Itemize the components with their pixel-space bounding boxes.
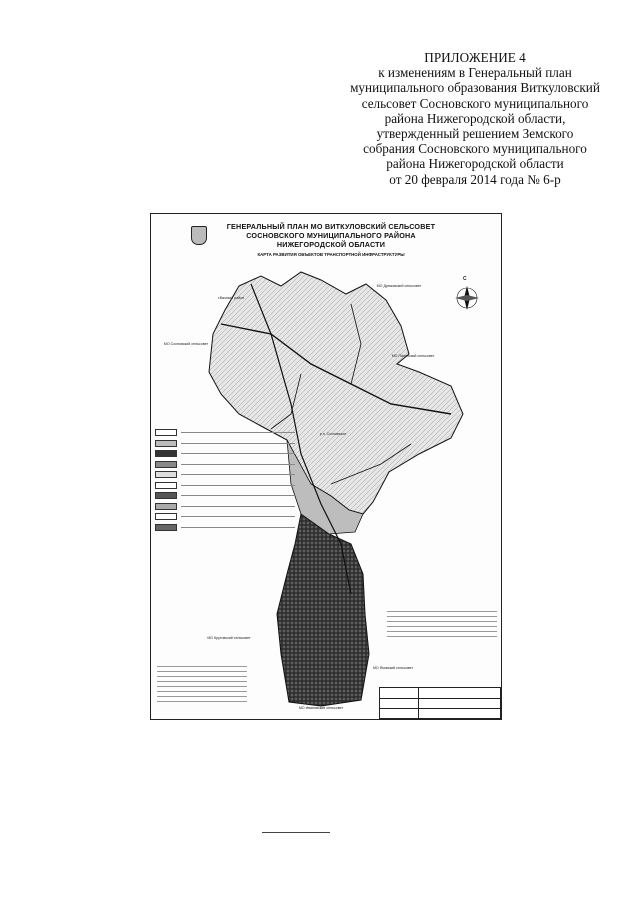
map-subtitle: КАРТА РАЗВИТИЯ ОБЪЕКТОВ ТРАНСПОРТНОЙ ИНФРАСТРУКТУРЫ	[257, 252, 405, 257]
neighbor-label: МО Крутовский сельсовет	[207, 636, 251, 640]
appendix-line: муниципального образования Виткуловский	[350, 80, 600, 96]
legend-row	[155, 429, 295, 436]
legend-swatch	[155, 524, 177, 531]
map-title-line: СОСНОВСКОГО МУНИЦИПАЛЬНОГО РАЙОНА	[246, 231, 416, 240]
appendix-line: района Нижегородской области,	[384, 110, 566, 126]
appendix-line: к изменениям в Генеральный план	[378, 65, 572, 81]
legend-swatch	[155, 429, 177, 436]
legend-swatch	[155, 440, 177, 447]
legend-row	[155, 471, 295, 478]
appendix-line: сельсовет Сосновского муниципального	[361, 95, 589, 111]
legend-row	[155, 492, 295, 499]
legend-row	[155, 482, 295, 489]
legend-swatch	[155, 513, 177, 520]
legend-row	[155, 524, 295, 531]
map-title-line: ГЕНЕРАЛЬНЫЙ ПЛАН МО ВИТКУЛОВСКИЙ СЕЛЬСОВЕТ	[226, 222, 436, 231]
legend-swatch	[155, 503, 177, 510]
legend-right	[387, 609, 497, 641]
legend-swatch	[155, 471, 177, 478]
appendix-line: собрания Сосновского муниципального	[363, 141, 587, 157]
compass-north-label: С	[463, 276, 467, 282]
neighbor-label: МО Яковский сельсовет	[372, 666, 414, 670]
territory-south-forest	[277, 514, 369, 706]
neighbor-label: г.Вачский район	[217, 296, 245, 300]
appendix-header	[330, 50, 620, 187]
legend-left	[155, 429, 295, 534]
signature-line	[262, 832, 330, 833]
legend-row	[155, 450, 295, 457]
neighbor-label: МО Сосновский сельсовет	[163, 342, 209, 346]
legend-swatch	[155, 461, 177, 468]
appendix-date-line: от 20 февраля 2014 года № 6-р	[389, 171, 561, 187]
title-block-stamp	[379, 687, 501, 719]
legend-swatch	[155, 450, 177, 457]
legend-row	[155, 513, 295, 520]
legend-swatch	[155, 492, 177, 499]
legend-row	[155, 503, 295, 510]
map-sheet	[150, 213, 502, 720]
map-title-line: НИЖЕГОРОДСКОЙ ОБЛАСТИ	[276, 240, 386, 249]
appendix-line: утвержденный решением Земского	[376, 126, 574, 142]
legend-list	[157, 664, 247, 706]
neighbor-label: МО Дрюковский сельсовет	[376, 284, 422, 288]
appendix-line: района Нижегородской области	[386, 156, 564, 172]
legend-row	[155, 461, 295, 468]
legend-row	[155, 440, 295, 447]
neighbor-label: МО Ивановский сельсовет	[298, 706, 344, 710]
appendix-title: ПРИЛОЖЕНИЕ 4	[424, 50, 526, 65]
neighbor-label: МО Панинский сельсовет	[391, 354, 435, 358]
compass-rose-icon	[455, 286, 479, 310]
settlement-label: р.п. Сосновское	[319, 432, 347, 436]
legend-swatch	[155, 482, 177, 489]
